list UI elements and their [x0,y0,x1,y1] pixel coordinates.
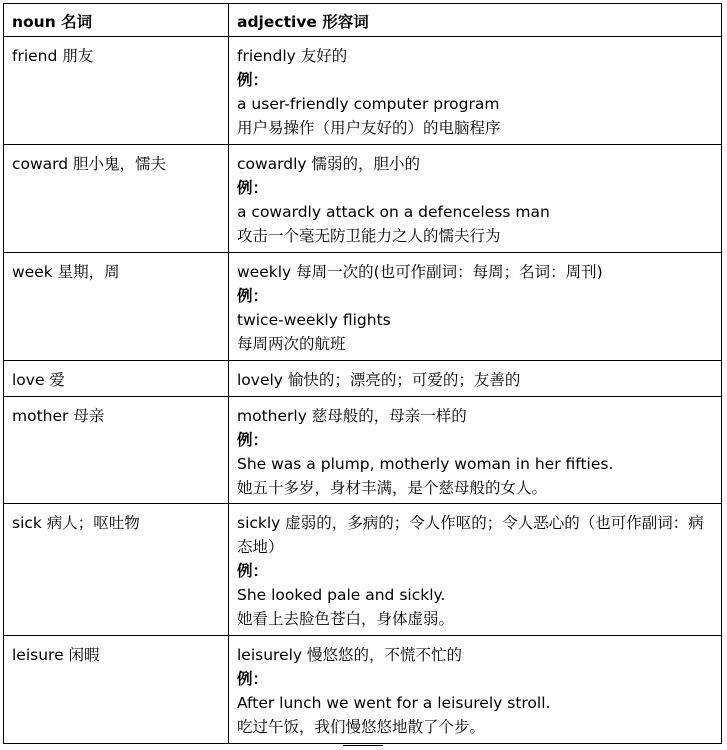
vocabulary-table [3,3,722,744]
example-chinese: 攻击一个毫无防卫能力之人的懦夫行为 [237,227,501,245]
header-row [4,4,722,37]
example-label: 例： [237,71,269,89]
example-chinese: 她五十多岁，身材丰满，是个慈母般的女人。 [237,479,548,497]
page-bottom-mark [343,745,383,746]
adjective-text: lovely 愉快的；漂亮的；可爱的；友善的 [237,371,521,389]
example-label: 例： [237,670,269,688]
example-chinese: 吃过午饭，我们慢悠悠地散了个步。 [237,718,486,736]
example-label: 例： [237,287,269,305]
adjective-cell [229,253,722,361]
adjective-text: sickly 虚弱的，多病的；令人作呕的；令人恶心的（也可作副词：病态地） [237,514,704,556]
adjective-cell [229,397,722,504]
table-row [4,397,722,504]
adjective-cell [229,636,722,744]
noun-cell: leisure 闲暇 [4,636,229,744]
noun-cell: week 星期，周 [4,253,229,361]
example-english: She was a plump, motherly woman in her fifties. [237,455,614,473]
noun-cell: sick 病人；呕吐物 [4,504,229,636]
adjective-cell [229,504,722,636]
table-row [4,145,722,253]
example-chinese: 用户易操作（用户友好的）的电脑程序 [237,119,501,137]
table-row [4,361,722,397]
example-english: She looked pale and sickly. [237,586,446,604]
noun-cell: coward 胆小鬼，懦夫 [4,145,229,253]
example-label: 例： [237,431,269,449]
adjective-text: cowardly 懦弱的，胆小的 [237,155,421,173]
example-english: a user-friendly computer program [237,95,500,113]
noun-cell: friend 朋友 [4,37,229,145]
adjective-text: weekly 每周一次的(也可作副词：每周；名词：周刊) [237,263,603,281]
example-label: 例： [237,562,269,580]
adjective-text: friendly 友好的 [237,47,348,65]
adjective-cell [229,361,722,397]
adjective-text: motherly 慈母般的，母亲一样的 [237,407,467,425]
noun-cell: love 爱 [4,361,229,397]
example-chinese: 她看上去脸色苍白，身体虚弱。 [237,610,455,628]
table-row [4,504,722,636]
table-row [4,253,722,361]
example-chinese: 每周两次的航班 [237,335,346,353]
table-row [4,37,722,145]
example-english: a cowardly attack on a defenceless man [237,203,550,221]
example-english: twice-weekly flights [237,311,391,329]
example-english: After lunch we went for a leisurely stroll. [237,694,551,712]
table-row [4,636,722,744]
adjective-cell [229,145,722,253]
noun-cell: mother 母亲 [4,397,229,504]
example-label: 例： [237,179,269,197]
adjective-text: leisurely 慢悠悠的，不慌不忙的 [237,646,463,664]
header-adjective: adjective 形容词 [229,4,722,37]
header-noun: noun 名词 [4,4,229,37]
adjective-cell [229,37,722,145]
